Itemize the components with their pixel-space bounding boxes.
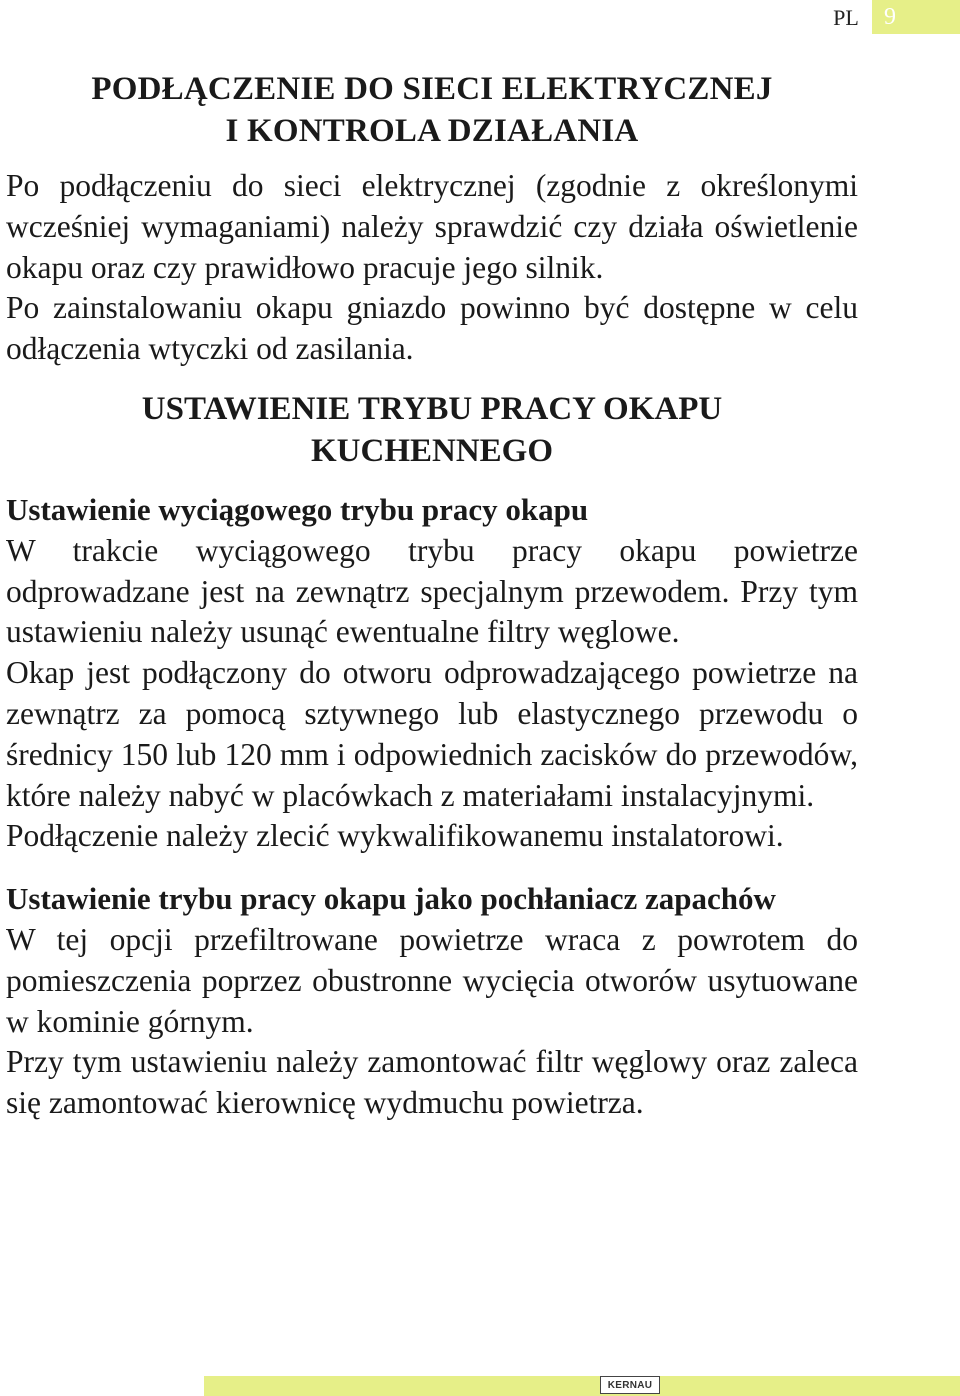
paragraph-carbon-filter: Przy tym ustawieniu należy zamontować filtr węglowy oraz zaleca się zamontować kierownicę wydmuchu powietrza.	[6, 1044, 858, 1121]
paragraph-installer: Podłączenie należy zlecić wykwalifikowanemu instalatorowi.	[6, 818, 784, 854]
paragraph-socket-access: Po zainstalowaniu okapu gniazdo powinno być dostępne w celu odłączenia wtyczki od zasilania.	[6, 290, 858, 367]
section-title-mode	[6, 388, 858, 472]
paragraph-recirculation-intro: W tej opcji przefiltrowane powietrze wraca z powrotem do pomieszczenia poprzez obustronne wycięcia otworów usytuowane w kominie górnym.	[6, 921, 858, 1039]
section-title-line: USTAWIENIE TRYBU PRACY OKAPU	[141, 390, 723, 427]
section-title-line: KUCHENNEGO	[310, 432, 554, 469]
section-title-line: I KONTROLA DZIAŁANIA	[225, 113, 639, 149]
footer-accent-bar	[204, 1376, 960, 1396]
page-number: 9	[872, 0, 960, 34]
page-content	[6, 0, 858, 1124]
paragraph-extraction-intro: W trakcie wyciągowego trybu pracy okapu powietrze odprowadzane jest na zewnątrz specjalnym przewodem. Przy tym ustawieniu należy usunąć ewentualne filtry węglowe.	[6, 532, 858, 650]
paragraph-duct-connection: Okap jest podłączony do otworu odprowadzającego powietrze na zewnątrz za pomocą sztywnego lub elastycznego przewodu o średnicy 150 lub 120 mm i odpowiednich zacisków do przewodów, które należy nabyć w placówkach z materiałami instalacyjnymi.	[6, 655, 858, 813]
paragraph-connection-check: Po podłączeniu do sieci elektrycznej (zgodnie z określonymi wcześniej wymaganiami) należy sprawdzić czy działa oświetlenie okapu oraz czy prawidłowo pracuje jego silnik.	[6, 168, 858, 285]
section-title-line: PODŁĄCZENIE DO SIECI ELEKTRYCZNEJ	[91, 71, 773, 107]
language-code: PL	[833, 5, 859, 30]
subheading-recirculation-mode: Ustawienie trybu pracy okapu jako pochłaniacz zapachów	[6, 881, 776, 917]
brand-logo: KERNAU	[600, 1376, 660, 1394]
subheading-extraction-mode: Ustawienie wyciągowego trybu pracy okapu	[6, 491, 589, 527]
section-title-electrical	[6, 68, 858, 152]
